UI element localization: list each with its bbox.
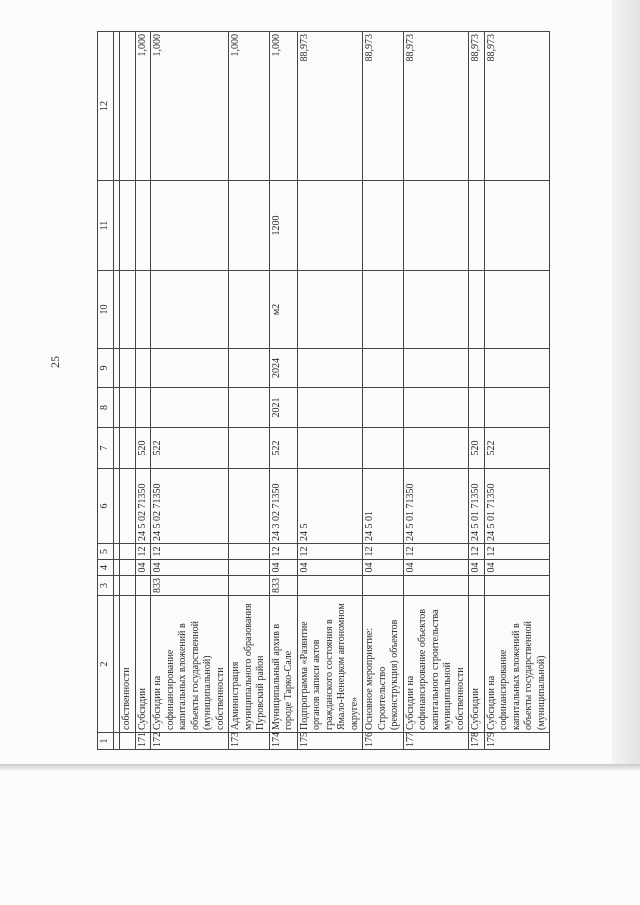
table-cell: Муниципальный архив в городе Тарко-Сале xyxy=(269,596,297,733)
col-header-5: 5 xyxy=(98,544,114,560)
table-cell xyxy=(297,271,363,349)
table-row xyxy=(297,32,363,750)
table-cell: 24 5 01 71350 xyxy=(469,469,485,544)
table-cell xyxy=(297,428,363,469)
table-cell: 04 xyxy=(297,560,363,576)
scan-bottom-edge xyxy=(0,764,640,772)
table-cell xyxy=(484,181,550,271)
table-cell: 1,000 xyxy=(269,32,297,181)
table-row xyxy=(120,32,136,750)
table-row xyxy=(229,32,270,750)
table-cell: 172 xyxy=(151,733,229,750)
table-cell xyxy=(363,428,404,469)
col-header-10: 10 xyxy=(98,271,114,349)
table-body xyxy=(98,32,550,750)
table-cell: 24 3 02 71350 xyxy=(269,469,297,544)
budget-table xyxy=(97,31,550,750)
table-cell: 04 xyxy=(135,560,151,576)
table-cell xyxy=(135,388,151,428)
table-row xyxy=(135,32,151,750)
table-cell: 88,973 xyxy=(297,32,363,181)
table-cell xyxy=(484,388,550,428)
table-cell xyxy=(151,388,229,428)
table-cell: 04 xyxy=(403,560,469,576)
table-cell xyxy=(484,271,550,349)
table-cell xyxy=(229,181,270,271)
table-cell xyxy=(135,181,151,271)
table-cell xyxy=(403,576,469,596)
table-cell xyxy=(484,349,550,388)
col-header-3: 3 xyxy=(98,576,114,596)
table-cell: 12 xyxy=(469,544,485,560)
table-cell xyxy=(363,271,404,349)
table-cell: Субсидии на софинансирование капитальных вложений в объекты государственной (муниципальной) собственности xyxy=(151,596,229,733)
table-cell xyxy=(151,349,229,388)
table-cell xyxy=(363,576,404,596)
table-cell: 88,973 xyxy=(363,32,404,181)
table-cell: 1200 xyxy=(269,181,297,271)
table-cell: 522 xyxy=(269,428,297,469)
table-cell xyxy=(120,560,136,576)
table-cell xyxy=(120,388,136,428)
table-cell xyxy=(403,181,469,271)
page-edge xyxy=(612,0,640,770)
table-cell: Подпрограмма «Развитие органов записи актов гражданского состояния в Ямало-Ненецком автономном округе» xyxy=(297,596,363,733)
table-cell: Субсидии на софинансирование объектов капитального строительства муниципальной собственности xyxy=(403,596,469,733)
table-cell: 174 xyxy=(269,733,297,750)
table-cell: 173 xyxy=(229,733,270,750)
table-cell xyxy=(403,349,469,388)
table-cell: 171 xyxy=(135,733,151,750)
col-header-9: 9 xyxy=(98,349,114,388)
table-cell: 833 xyxy=(151,576,229,596)
table-cell: 24 5 01 71350 xyxy=(484,469,550,544)
table-cell xyxy=(120,181,136,271)
table-cell xyxy=(469,271,485,349)
table-cell: 522 xyxy=(484,428,550,469)
table-cell xyxy=(229,560,270,576)
table-cell xyxy=(484,576,550,596)
table-cell: 12 xyxy=(269,544,297,560)
col-header-4: 4 xyxy=(98,560,114,576)
table-cell xyxy=(135,271,151,349)
table-cell: 04 xyxy=(484,560,550,576)
table-row xyxy=(151,32,229,750)
table-cell: 88,973 xyxy=(403,32,469,181)
header-row xyxy=(98,32,114,750)
table-row xyxy=(469,32,485,750)
table-cell: 04 xyxy=(469,560,485,576)
table-cell xyxy=(229,388,270,428)
table-cell: 1,000 xyxy=(135,32,151,181)
table-cell: Субсидии xyxy=(135,596,151,733)
table-cell: Администрация муниципального образования Пуровский район xyxy=(229,596,270,733)
table-cell: 179 xyxy=(484,733,550,750)
table-cell xyxy=(229,469,270,544)
col-header-8: 8 xyxy=(98,388,114,428)
table-cell: 12 xyxy=(135,544,151,560)
table-cell: 04 xyxy=(151,560,229,576)
col-header-12: 12 xyxy=(98,32,114,181)
table-cell xyxy=(229,428,270,469)
table-cell xyxy=(469,576,485,596)
page-number: 25 xyxy=(48,356,62,368)
table-cell: 88,973 xyxy=(469,32,485,181)
table-cell xyxy=(151,271,229,349)
table-cell: 175 xyxy=(297,733,363,750)
col-header-2: 2 xyxy=(98,596,114,733)
table-cell: собственности xyxy=(120,596,136,733)
table-cell xyxy=(120,271,136,349)
table-cell: Субсидии xyxy=(469,596,485,733)
col-header-7: 7 xyxy=(98,428,114,469)
table-cell xyxy=(297,388,363,428)
table-cell xyxy=(120,428,136,469)
table-cell: м2 xyxy=(269,271,297,349)
table-cell xyxy=(229,576,270,596)
table-cell: 24 5 02 71350 xyxy=(151,469,229,544)
table-cell xyxy=(120,733,136,750)
table-cell xyxy=(120,576,136,596)
table-cell: 1,000 xyxy=(151,32,229,181)
table-row xyxy=(403,32,469,750)
table-cell xyxy=(403,271,469,349)
table-cell: 12 xyxy=(403,544,469,560)
table-cell xyxy=(135,349,151,388)
table-cell: 24 5 01 xyxy=(363,469,404,544)
table-cell: 177 xyxy=(403,733,469,750)
table-cell xyxy=(297,576,363,596)
table-cell xyxy=(229,544,270,560)
table-cell: 176 xyxy=(363,733,404,750)
table-cell: 24 5 01 71350 xyxy=(403,469,469,544)
table-cell: 12 xyxy=(484,544,550,560)
table-cell: 12 xyxy=(297,544,363,560)
rotated-table-container xyxy=(97,32,595,750)
table-cell xyxy=(229,349,270,388)
table-cell xyxy=(120,469,136,544)
table-cell xyxy=(469,349,485,388)
table-row xyxy=(363,32,404,750)
table-cell: 04 xyxy=(269,560,297,576)
table-cell: 1,000 xyxy=(229,32,270,181)
table-row xyxy=(484,32,550,750)
table-cell xyxy=(229,271,270,349)
table-cell xyxy=(363,388,404,428)
table-cell xyxy=(363,181,404,271)
col-header-11: 11 xyxy=(98,181,114,271)
table-cell xyxy=(403,388,469,428)
table-cell xyxy=(120,32,136,181)
table-cell: Основное мероприятие: Строительство (реконструкция) объектов xyxy=(363,596,404,733)
table-cell: 522 xyxy=(151,428,229,469)
table-cell: 520 xyxy=(135,428,151,469)
table-cell xyxy=(469,181,485,271)
table-cell: 12 xyxy=(151,544,229,560)
table-cell: Субсидии на софинансирование капитальных вложений в объекты государственной (муниципальной) xyxy=(484,596,550,733)
table-cell: 04 xyxy=(363,560,404,576)
table-cell xyxy=(297,349,363,388)
table-cell: 12 xyxy=(363,544,404,560)
table-cell xyxy=(120,544,136,560)
table-cell xyxy=(135,576,151,596)
table-cell: 88,973 xyxy=(484,32,550,181)
table-cell: 24 5 xyxy=(297,469,363,544)
table-cell: 833 xyxy=(269,576,297,596)
col-header-1: 1 xyxy=(98,733,114,750)
table-cell: 178 xyxy=(469,733,485,750)
table-cell xyxy=(363,349,404,388)
col-header-6: 6 xyxy=(98,469,114,544)
table-cell: 520 xyxy=(469,428,485,469)
table-cell xyxy=(403,428,469,469)
table-cell xyxy=(297,181,363,271)
table-row xyxy=(269,32,297,750)
table-cell: 2024 xyxy=(269,349,297,388)
table-cell xyxy=(469,388,485,428)
table-cell: 2021 xyxy=(269,388,297,428)
table-cell xyxy=(120,349,136,388)
table-cell: 24 5 02 71350 xyxy=(135,469,151,544)
table-cell xyxy=(151,181,229,271)
